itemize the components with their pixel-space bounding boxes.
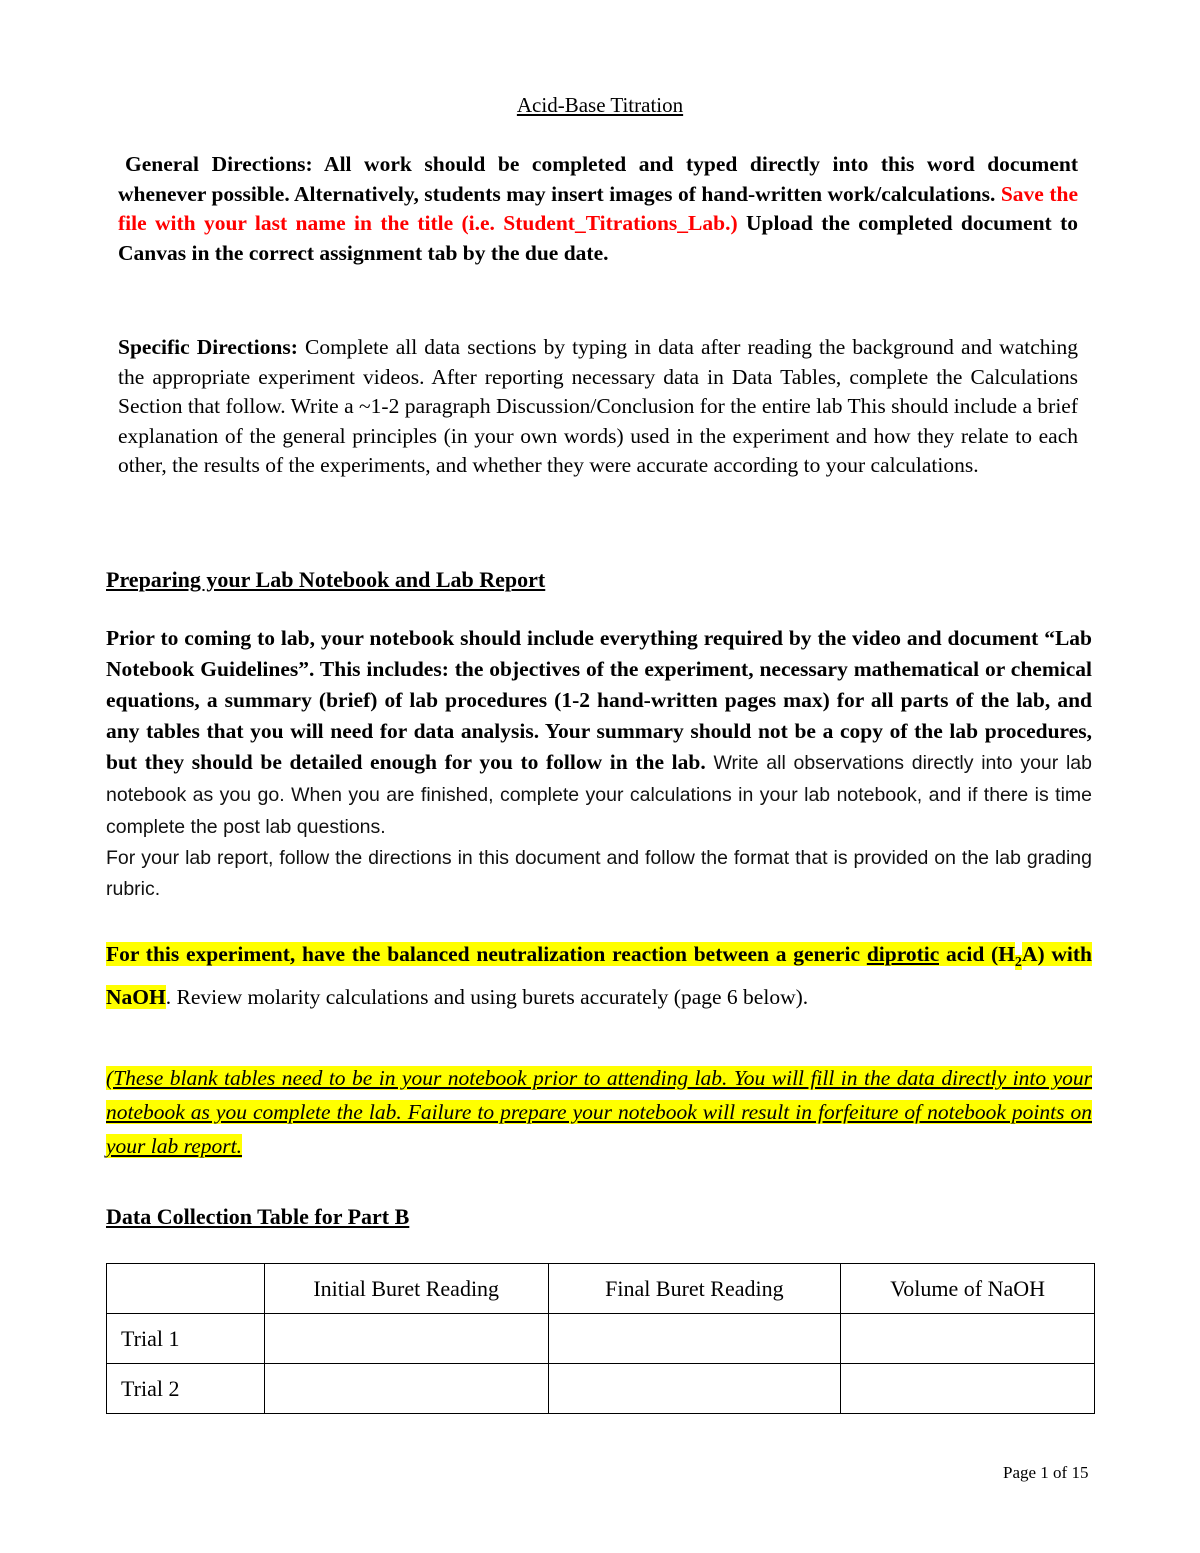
notebook-warning: (These blank tables need to be in your notebook prior to attending lab. You will fill in the data directly into your notebook as you complete the lab. Failure to prepare your notebook will result in forfeiture of notebook points on your lab report. [106, 1066, 1092, 1158]
lab-report-text: For your lab report, follow the directions in this document and follow the format that is provided on the lab grading rubric. [106, 847, 1092, 900]
table-header-cell [107, 1264, 265, 1314]
diprotic-term: diprotic [866, 942, 940, 966]
table-row [107, 1364, 1095, 1414]
table-cell: Trial 1 [107, 1314, 265, 1364]
save-file-instruction: Save the file with your last name in the title (i.e. Student_Titrations_Lab.) [118, 181, 1078, 235]
specific-directions-label: Specific Directions: [118, 335, 298, 359]
table-header-row [107, 1264, 1095, 1314]
specific-directions [118, 333, 1078, 481]
general-directions [118, 150, 1078, 268]
table-row [107, 1314, 1095, 1364]
table-cell [841, 1364, 1095, 1414]
subscript-2: 2 [1014, 955, 1022, 971]
data-collection-table [106, 1263, 1095, 1414]
specific-directions-text: Complete all data sections by typing in data after reading the background and watching the appropriate experiment videos. After reporting necessary data in Data Tables, complete the Calculations Section that follow. Write a ~1-2 paragraph Discussion/Conclusion for the entire lab This should include a brief explanation of the general principles (in your own words) used in the experiment and how they relate to each other, the results of the experiments, and whether they were accurate according to your calculations. [118, 335, 1078, 477]
warning-paragraph [106, 1061, 1092, 1163]
preparing-plain-text: Write all observations directly into your lab notebook as you go. When you are finished, complete your calculations in your lab notebook, and if there is time complete the post lab questions. [106, 752, 1092, 838]
table-header-cell: Volume of NaOH [841, 1264, 1095, 1314]
experiment-highlight-1: For this experiment, have the balanced neutralization reaction between a generic [106, 942, 867, 966]
upload-instruction: Upload the completed document to Canvas in the correct assignment tab by the due date. [118, 211, 1078, 265]
table-header-cell: Initial Buret Reading [264, 1264, 548, 1314]
table-heading: Data Collection Table for Part B [106, 1204, 410, 1229]
experiment-after-text: . Review molarity calculations and using burets accurately (page 6 below). [165, 985, 809, 1010]
table-cell [264, 1364, 548, 1414]
experiment-highlight-3: A) with NaOH [106, 942, 1092, 1010]
general-directions-label: General Directions: [125, 152, 313, 176]
table-cell [548, 1314, 841, 1364]
experiment-paragraph [106, 937, 1092, 1014]
experiment-highlight-2: acid (H [939, 942, 1015, 966]
table-header-cell: Final Buret Reading [548, 1264, 841, 1314]
table-cell [548, 1364, 841, 1414]
preparing-paragraph [106, 623, 1092, 905]
preparing-bold-text: Prior to coming to lab, your notebook should include everything required by the video and document “Lab Notebook Guidelines”. This includes: the objectives of the experiment, necessary mathematical or chemical equations, a summary (brief) of lab procedures (1-2 hand-written pages max) for all parts of the lab, and any tables that you will need for data analysis. Your summary should not be a copy of the lab procedures, but they should be detailed enough for you to follow in the lab. [106, 626, 1092, 774]
table-cell [841, 1314, 1095, 1364]
table-cell: Trial 2 [107, 1364, 265, 1414]
general-directions-text: All work should be completed and typed directly into this word document whenever possible. Alternatively, students may insert images of hand-written work/calculations. [118, 152, 1078, 206]
table-cell [264, 1314, 548, 1364]
page-number: Page 1 of 15 [1003, 1463, 1089, 1482]
document-title: Acid-Base Titration [516, 93, 684, 117]
preparing-heading: Preparing your Lab Notebook and Lab Report [106, 567, 546, 592]
